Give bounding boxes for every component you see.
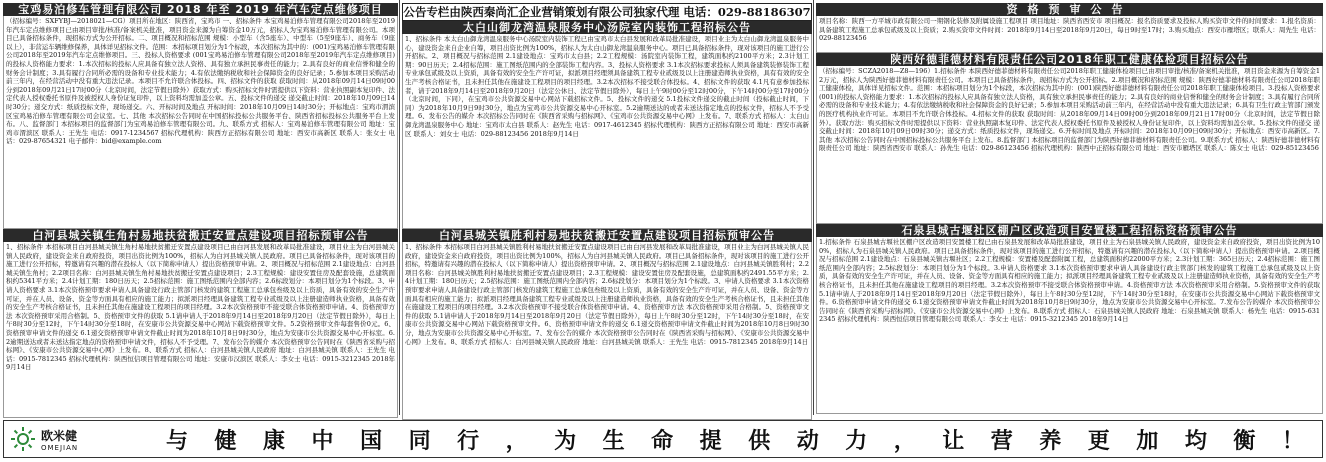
slogan-char: ， <box>893 427 916 454</box>
slogan-char: 命 <box>651 427 674 454</box>
notice-body-yibo: （招标编号：SXFYBJ—2018021—CG）项目所在地区：陕西省，宝鸡市 一、招标条件 本宝鸡易泊修车管理有限公司2018年至2019年汽车定点维修项目已由项目审批/核准/备案机关批准，项目资金来源为自筹资金10万元，招标人为宝鸡易泊修车管理有限公司。本项目已具备招标条件，现招标方式为公开招标。二、项目概况和招标范围 规模：小型车（含5座车）、中型车（5至9座车）、商务车（9座以上），非营运车辆维修保养，具体详见招标文件。范围：本招标项目划分为1个标段，本次招标为其中的：(001)宝鸡易泊修车管理有限公司2018年至2019年汽车定点维修项目。三、投标人资格要求 (001宝鸡易泊修车管理有限公司2018年至2019年汽车定点维修项目)的投标人资格能力要求：1.本次招标的投标人应具备有独立法人资格、具有独立承担民事责任的能力；2.具有良好的商业信誉和健全的财务会计制度；3.具有履行合同所必需的设备和专业技术能力；4.有依法缴纳税收和社会保障资金的良好记录；5.参加本项目采购活动前三年内，在经营活动中没有重大违法记录。本项目不允许联合体投标。四、招标文件的获取 获取时间：从2018年09月14日09时00分到2018年09月21日17时00分（北京时间，法定节假日除外）获取方式：购买招标文件时需提供以下资料：营业执照副本复印件、法定代表人授权委托书原件及被授权人身份证复印件，以上资料均需加盖公章。五、投标文件的递交 递交截止时间：2018年10月09日14时30分；递交方式：纸质投标文件，现场递交。六、开标时间及地点 开标时间：2018年10月09日14时30分；开标地点：宝鸡市渭滨区宝鸡易泊修车管理有限公司会议室。七、其他 本次招标公告同时在中国招标投标公共服务平台、陕西省招标投标公共服务平台上发布。八、监督部门 本招标项目的监督部门为宝鸡易泊修车管理有限公司。九、联系方式 招标人：宝鸡易泊修车管理有限公司 地址：宝鸡市渭滨区 联系人：王先生 电话：0917-1234567 招标代理机构：陕西方正招标有限公司 地址：西安市高新区 联系人：张女士 电话：029-87654321 电子邮件：bid@example.com <box>3 16 398 229</box>
logo-chinese: 欧米健 <box>41 428 78 443</box>
notice-body-prequal: 项目名称：陕西一方平城市政有限公司一期钢化装修及附属设施工程项目 项目地址：陕西省西安市 项目概况：报名资质要求及投标人购买资审文件的时间要求：1.报名资质：具备建筑工程施工总承包贰级及以上资质；2.购买资审文件时间：2018年9月14日至2018年9月20日，每日9时至17时；3.购买地点：西安市雁塔区；联系人：周先生 电话：029-88123456 <box>816 16 1323 53</box>
slogan-char: 生 <box>602 427 625 454</box>
notice-title-taibai: 太白山御龙湾温泉服务中心汤院室内装饰工程招标公告 <box>402 21 812 34</box>
slogan-char: 康 <box>263 427 286 454</box>
slogan-char: 与 <box>166 427 189 454</box>
slogan-char: 供 <box>748 427 771 454</box>
notice-title-prequal: 资格预审公告 <box>816 3 1323 16</box>
column-divider <box>813 0 814 415</box>
slogan-char: 行 <box>457 427 480 454</box>
slogan-char: 提 <box>699 427 722 454</box>
slogan-char: 力 <box>845 427 868 454</box>
slogan-char: 为 <box>554 427 577 454</box>
footer-slogan <box>160 424 1322 455</box>
slogan-char: 中 <box>311 427 334 454</box>
slogan-char: 同 <box>408 427 431 454</box>
agency-banner: 公告专栏由陕西秦尚汇企业营销策划有限公司独家代理 电话：029-88186307 <box>403 5 811 19</box>
slogan-char: 营 <box>990 427 1013 454</box>
notice-body-taibai: 1、招标条件 本太白山御龙湾温泉服务中心汤院室内装饰工程已由宝鸡市太白县发展和改革局批准建设，项目业主为太白山御龙湾温泉服务中心，建设资金来自企业自筹，项目出资比例为100%，招标人为太白山御龙湾温泉服务中心。项目已具备招标条件，现对该项目的施工进行公开招标。2、项目概况与招标范围 2.1建设地点：宝鸡市太白县；2.2工程规模：汤院室内装饰工程，建筑面积约2100平方米；2.3计划工期：90日历天；2.4招标范围：施工图纸范围内的全部装饰工程内容。3、投标人资格要求 3.1本次招标要求投标人须具备建筑装修装饰工程专业承包贰级及以上资质，具备有效的安全生产许可证，拟派项目经理须具备建筑工程专业贰级及以上注册建造师执业资格，具有有效的安全生产考核合格证书，且未担任其他在施建设工程项目的项目经理。3.2本次招标不接受联合体投标。4、招标文件的获取 4.1凡有意参加投标者，请于2018年9月14日至2018年9月20日（法定公休日、法定节假日除外），每日上午9时00分至12时00分，下午14时00分至17时00分（北京时间，下同），在宝鸡市公共资源交易中心网站下载招标文件。5、投标文件的递交 5.1投标文件递交的截止时间（投标截止时间，下同）为2018年10月9日9时30分，地点为宝鸡市公共资源交易中心开标室。5.2逾期送达的或者未送达指定地点的投标文件，招标人不予受理。6、发布公告的媒介 本次招标公告同时在《陕西省采购与招标网》、《宝鸡市公共资源交易中心网》上发布。7、联系方式 招标人：太白山御龙湾温泉服务中心 地址：宝鸡市太白县 联系人：赵先生 电话：0917-4612345 招标代理机构：陕西方正招标有限公司 地址：西安市高新区 联系人：刘女士 电话：029-88123456 2018年9月14日 <box>402 34 812 229</box>
notice-body-shengjiao: 1、招标条件 本招标项目白河县城关镇生角村易地扶贫搬迁安置点建设项目已由白河县发展和改革局批准建设，项目业主为白河县城关镇人民政府，建设资金来自政府投资，项目出资比例为100%，招标人为白河县城关镇人民政府。项目已具备招标条件，现对该项目的施工进行公开招标，特邀请有兴趣的潜在投标人（以下简称申请人）提出资格预审申请。2、项目概况与招标范围 2.1建设地点：白河县城关镇生角村；2.2项目名称：白河县城关镇生角村易地扶贫搬迁安置点建设项目；2.3工程规模：建设安置住房及配套设施，总建筑面积约5341平方米；2.4计划工期：180日历天；2.5招标范围：施工图纸范围内全部内容；2.6标段划分：本项目划分为1个标段。3、申请人资格要求 3.1本次资格预审要求申请人具备建设行政主管部门核发的建筑工程施工总承包叁级及以上资质，具备有效的安全生产许可证，并在人员、设备、资金等方面具有相应的施工能力；拟派项目经理具备建筑工程专业贰级及以上注册建造师执业资格，具备有效的安全生产考核合格证书，且未担任其他在施建设工程项目的项目经理。3.2本次资格预审不接受联合体资格预审申请。4、资格预审方法 本次资格预审采用合格制。5、资格预审文件的获取 5.1请申请人于2018年9月14日至2018年9月20日（法定节假日除外），每日上午8时30分至12时，下午14时30分至18时，在安康市公共资源交易中心网站下载资格预审文件。5.2资格预审文件每套售价0元。6、资格预审申请文件的递交 6.1递交资格预审申请文件截止时间为2018年10月8日9时30分，地点为安康市公共资源交易中心开标室。6.2逾期送达或者未送达指定地点的资格预审申请文件，招标人不予受理。7、发布公告的媒介 本次资格预审公告同时在《陕西省采购与招标网》、《安康市公共资源交易中心网》上发布。8、联系方式 招标人：白河县城关镇人民政府 地址：白河县城关镇 联系人：王先生 电话：0915-7812345 招标代理机构：陕西恒信项目管理有限公司 地址：安康市汉滨区 联系人：李女士 电话：0915-3212345 2018年9月14日 <box>3 242 398 418</box>
slogan-char: 加 <box>1136 427 1159 454</box>
slogan-char: ， <box>505 427 528 454</box>
column-divider <box>399 0 400 415</box>
slogan-char: 让 <box>942 427 965 454</box>
slogan-char: 动 <box>796 427 819 454</box>
notice-body-shengli: 1、招标条件 本招标项目白河县城关镇胜利村易地扶贫搬迁安置点建设项目已由白河县发展和改革局批准建设，项目业主为白河县城关镇人民政府，建设资金来自政府投资，项目出资比例为100%，招标人为白河县城关镇人民政府。项目已具备招标条件，现对该项目的施工进行公开招标，特邀请有兴趣的潜在投标人（以下简称申请人）提出资格预审申请。2、项目概况与招标范围 2.1建设地点：白河县城关镇胜利村；2.2项目名称：白河县城关镇胜利村易地扶贫搬迁安置点建设项目；2.3工程规模：建设安置住房及配套设施，总建筑面积约2491.55平方米；2.4计划工期：180日历天；2.5招标范围：施工图纸范围内全部内容；2.6标段划分：本项目划分为1个标段。3、申请人资格要求 3.1本次资格预审要求申请人具备建设行政主管部门核发的建筑工程施工总承包叁级及以上资质，具备有效的安全生产许可证，并在人员、设备、资金等方面具有相应的施工能力；拟派项目经理具备建筑工程专业贰级及以上注册建造师执业资格，具备有效的安全生产考核合格证书，且未担任其他在施建设工程项目的项目经理。3.2本次资格预审不接受联合体资格预审申请。4、资格预审方法 本次资格预审采用合格制。5、资格预审文件的获取 5.1请申请人于2018年9月14日至2018年9月20日（法定节假日除外），每日上午8时30分至12时，下午14时30分至18时，在安康市公共资源交易中心网站下载资格预审文件。6、资格预审申请文件的递交 6.1递交资格预审申请文件截止时间为2018年10月8日9时30分，地点为安康市公共资源交易中心开标室。7、发布公告的媒介 本次资格预审公告同时在《陕西省采购与招标网》、《安康市公共资源交易中心网》上发布。8、联系方式 招标人：白河县城关镇人民政府 地址：白河县城关镇 联系人：王先生 电话：0915-7812345 2018年9月14日 <box>402 242 812 420</box>
slogan-char: ！ <box>1281 427 1304 454</box>
notice-title-haodefeide: 陕西好德菲德材料有限责任公司2018年职工健康体检项目招标公告 <box>816 53 1323 66</box>
logo-english: OMEJIAN <box>41 443 79 452</box>
notice-body-shiquan: 1.招标条件 石泉县城古堰社区棚户区改造项目安置楼工程已由石泉县发展和改革局批准建设，项目业主为石泉县城关镇人民政府，建设资金来自政府投资，项目出资比例为100%，招标人为石泉县城关镇人民政府。项目已具备招标条件，现对该项目的施工进行公开招标，特邀请有兴趣的潜在投标人（以下简称申请人）提出资格预审申请。2.项目概况与招标范围 2.1建设地点：石泉县城关镇古堰社区；2.2工程规模：安置楼及配套附属工程，总建筑面积约22000平方米；2.3计划工期：365日历天；2.4招标范围：施工图纸范围内全部内容；2.5标段划分：本项目划分为1个标段。3.申请人资格要求 3.1本次资格预审要求申请人具备建设行政主管部门核发的建筑工程施工总承包贰级及以上资质，具备有效的安全生产许可证，并在人员、设备、资金等方面具有相应的施工能力；拟派项目经理具备建筑工程专业贰级及以上注册建造师执业资格，具备有效的安全生产考核合格证书，且未担任其他在施建设工程项目的项目经理。3.2本次资格预审不接受联合体资格预审申请。4.资格预审方法 本次资格预审采用合格制。5.资格预审文件的获取 5.1请申请人于2018年9月14日至2018年9月20日（法定节假日除外），每日上午8时30分至12时，下午14时30分至18时，在安康市公共资源交易中心网站下载资格预审文件。6.资格预审申请文件的递交 6.1递交资格预审申请文件截止时间为2018年10月8日9时30分，地点为安康市公共资源交易中心开标室。7.发布公告的媒介 本次资格预审公告同时在《陕西省采购与招标网》、《安康市公共资源交易中心网》上发布。8.联系方式 招标人：石泉县城关镇人民政府 地址：石泉县城关镇 联系人：杨先生 电话：0915-6312345 招标代理机构：陕西恒信项目管理有限公司 联系人：李女士 电话：0915-3212345 2018年9月14日 <box>816 237 1323 414</box>
sun-logo-icon <box>10 426 36 452</box>
slogan-char: 健 <box>214 427 237 454</box>
column-middle <box>402 3 812 420</box>
notice-title-yibo: 宝鸡易泊修车管理有限公司 2018 年至 2019 年汽车定点维修项目 <box>3 3 398 16</box>
notice-title-shengjiao: 白河县城关镇生角村易地扶贫搬迁安置点建设项目招标预审公告 <box>3 229 398 242</box>
notice-title-shengli: 白河县城关镇胜利村易地扶贫搬迁安置点建设项目招标预审公告 <box>402 229 812 242</box>
footer-advertisement <box>3 420 1323 458</box>
notice-title-shiquan: 石泉县城古堰社区棚户区改造项目安置楼工程招标资格预审公告 <box>816 224 1323 237</box>
brand-logo <box>4 426 160 452</box>
column-right <box>816 3 1323 414</box>
slogan-char: 更 <box>1087 427 1110 454</box>
slogan-char: 均 <box>1184 427 1207 454</box>
column-left <box>3 3 398 418</box>
slogan-char: 国 <box>360 427 383 454</box>
notice-body-haodefeide: （招标编号：SCZA2018—Z8—196）1.招标条件 本陕西好德菲德材料有限责任公司2018年职工健康体检项目已由项目审批/核准/备案机关批准，项目资金来源为自筹资金12万元，招标人为陕西好德菲德材料有限责任公司。本项目已具备招标条件，现招标方式为公开招标。2.项目概况和招标范围 规模：陕西好德菲德材料有限责任公司2018年职工健康体检，具体详见招标文件。范围：本招标项目划分为1个标段，本次招标为其中的：(001)陕西好德菲德材料有限责任公司2018年职工健康体检项目。3.投标人资格要求 (001)的投标人资格能力要求：1.本次招标的投标人应具备有独立法人资格，具有独立承担民事责任的能力；2.具有良好的商业信誉和健全的财务会计制度；3.具有履行合同所必需的设备和专业技术能力；4.有依法缴纳税收和社会保障资金的良好记录；5.参加本项目采购活动前三年内，在经营活动中没有重大违法记录；6.具有卫生行政主管部门颁发的医疗机构执业许可证。本项目不允许联合体投标。4.招标文件的获取 获取时间：从2018年09月14日09时00分到2018年09月21日17时00分（北京时间，法定节假日除外）。获取方法：购买招标文件时需提供以下资料：营业执照副本复印件、法定代表人授权委托书原件及被授权人身份证复印件，以上资料均需加盖公章。5.投标文件的递交 递交截止时间：2018年10月09日09时30分；递交方式：纸质投标文件，现场递交。6.开标时间及地点 开标时间：2018年10月09日09时30分；开标地点：西安市高新区。7.其他 本次招标公告同时在中国招标投标公共服务平台上发布。8.监督部门 本招标项目的监督部门为陕西好德菲德材料有限责任公司。9.联系方式 招标人：陕西好德菲德材料有限责任公司 地址：陕西省西安市 联系人：孙先生 电话：029-86123456 招标代理机构：陕西中正招标有限公司 地址：西安市雁塔区 联系人：陈女士 电话：029-85123456 <box>816 66 1323 224</box>
slogan-char: 衡 <box>1233 427 1256 454</box>
slogan-char: 养 <box>1039 427 1062 454</box>
